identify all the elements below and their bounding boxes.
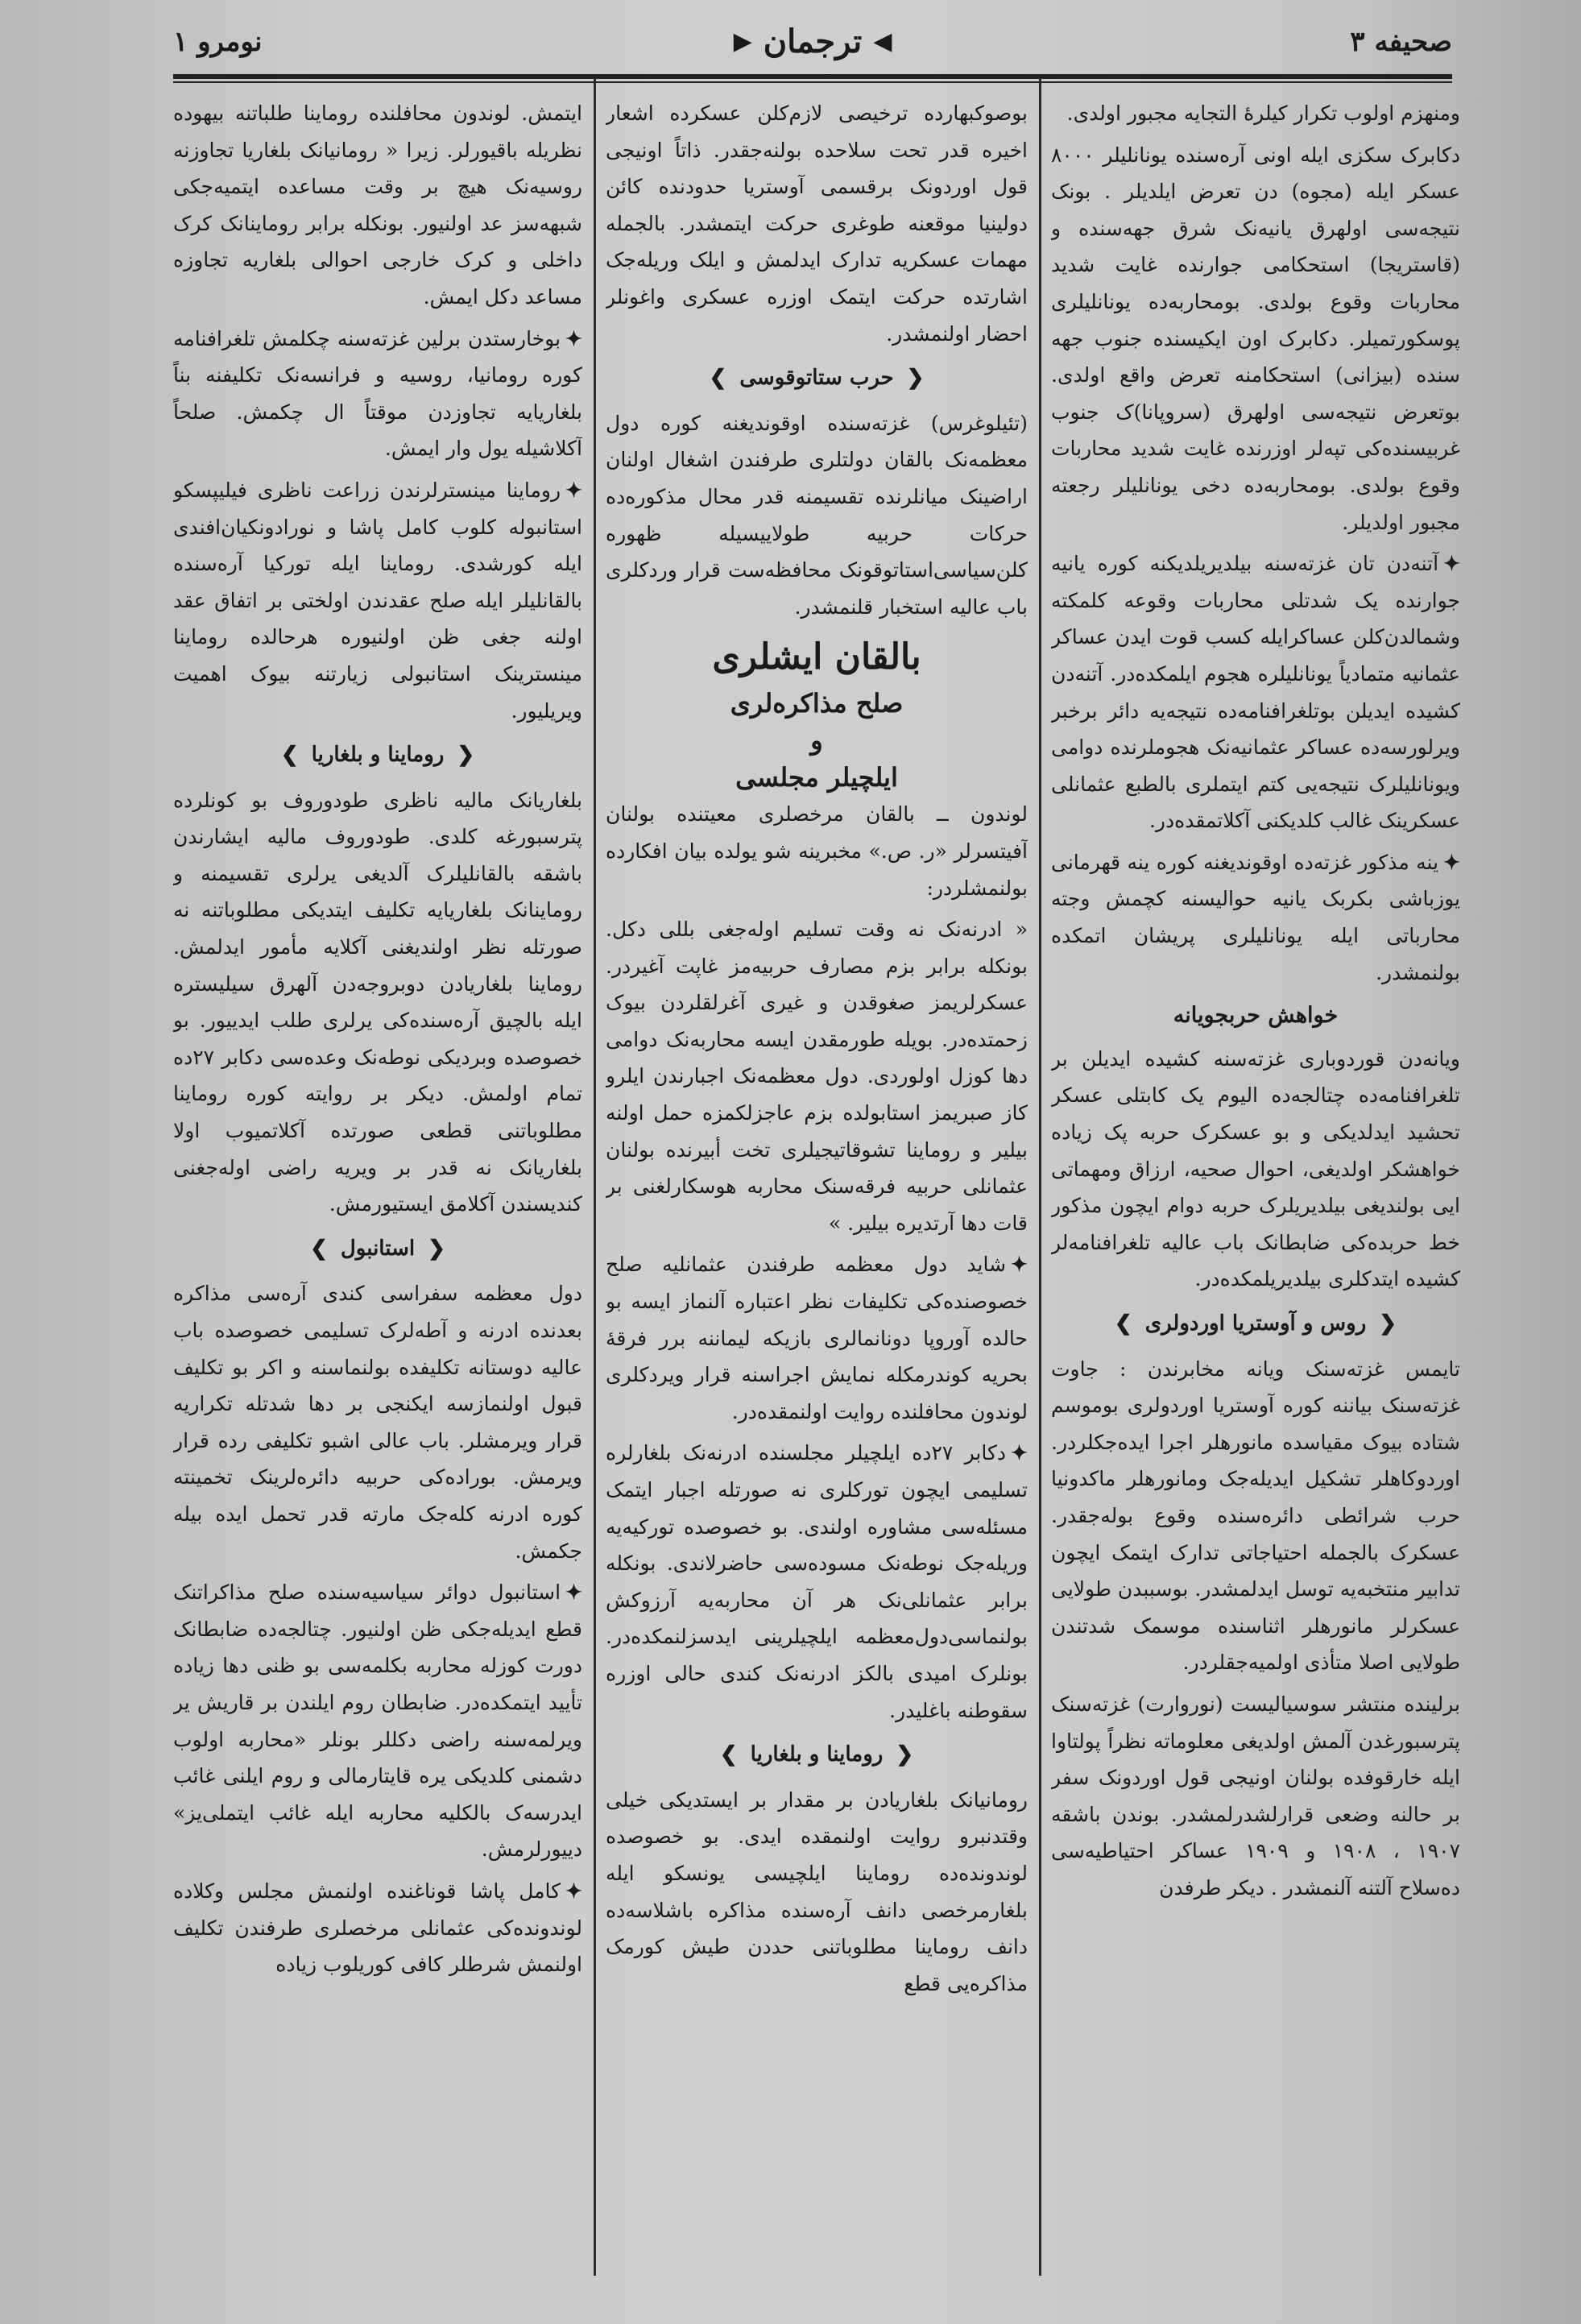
- paragraph: بلغاریانک مالیه ناظری طودوروف بو کونلرده پترسبورغه کلدی. طودوروف مالیه ایشارندن باشقه بالقانلیلرک آلدیغی یرلری تقسیمنه و روماینانک بلغاریایه تکلیف ایتدیکی مطلوباتنه نه صورتله نظر اولندیغنی آکلایه مأمور ایدلمش. روماینا بلغاریادن دوبروجه‌دن آلهرق سیلیستره ایله بالچیق آره‌سنده‌کی یرلری طلب ایدییور. بو خصوصده وبردیکی نوطه‌نک وعده‌سی دکابر ۲۷ده تمام اولمش. دیکر بر روایته کوره روماینا مطلوباتنی قطعی صورتده آکلاتمیوب اولا بلغاریانک نه قدر بر ویریه راضی اوله‌جغنی کندیسندن آکلامق ایستیورمش.: [173, 788, 582, 1216]
- paragraph: دول معظمه سفراسی کندی آره‌سی مذاکره بعدنده ادرنه و آطه‌لرک تسلیمی خصوصده باب عالیه دوستانه تکلیفده بولنماسنه و اکر بو تکلیف قبول اولنمازسه ایکنجی بر دها شدتله تکراریه قرار ویرمشلر. باب عالی اشبو تکلیفی رده قرار ویرمش. بوراده‌کی حربیه دائره‌لرینک تخمینته کوره ادرنه کله‌جک مارته قدر تحمل ایده بیله جکمش.: [173, 1282, 582, 1563]
- ornament-icon: ❯: [310, 1236, 328, 1261]
- paragraph: دکابرک سکزی ایله اونی آره‌سنده یونانلیلر ۸۰۰۰ عسکر ایله (مجوه) دن تعرض ایلدیلر . بونک نتیجه‌سی اولهرق یانیه‌نک شرق جهه‌سنده و (قاستریجا) استحکامی جوارنده غایت شدید محاربات وقوع بولدی. بومحاربه‌ده یونانلیلری پوسکورتمیلر. دکابرک اون ایکیسنده جنوب جهه سنده (بیزانی) استحکامنه تعرض واقع اولدی. بوتعرض نتیجه‌سی اولهرق (سروپانا)ک جنوب غربیسنده‌کی تپه‌لر اوزرنده غایت شدید محاربات وقوع بولدی. بومحاربه‌ده دخی یونانلیلر رجعته مجبور اولدیلر.: [1051, 143, 1460, 534]
- diamond-bullet-icon: ✦: [1011, 1253, 1028, 1277]
- section-heading: ❮روماینا و بلغاریا❯: [719, 1742, 914, 1767]
- news-item: [1051, 545, 1460, 839]
- section-heading: ❮حرب ستاتوقوسی❯: [709, 366, 925, 391]
- paragraph: (تئیلوغرس) غزته‌سنده اوقوندیغنه کوره دول معظمه‌نک بالقان دولتلری طرفندن اشغال اولنان اراضینک میانلرنده تقسیمنه قدر محال مذکوره‌ده حرکات حربیه طولاییسیله ظهوره کلن‌سیاسی‌استاتوقونک محافظه‌ست قرار وردکلری باب عالیه استخبار قلنمشدر.: [606, 411, 1028, 619]
- header-rule: [173, 74, 1452, 79]
- diamond-bullet-icon: ✦: [565, 1879, 582, 1903]
- issue-number: نومرو ۱: [173, 26, 263, 58]
- news-item: [173, 472, 582, 729]
- news-item: [1051, 844, 1460, 991]
- column-separator: [594, 79, 596, 2276]
- ornament-right-icon: ◀: [873, 27, 892, 56]
- page-number: صحیفه ۳: [1350, 26, 1452, 58]
- column-separator: [1039, 79, 1041, 2276]
- page-header: [173, 23, 1452, 71]
- paragraph: ویانه‌دن قوردوباری غزته‌سنه کشیده ایدیلن بر تلغرافنامه‌ده چتالجه‌ده الیوم یک کابتلی عسکر تحشید ایدلدیکی و بو عسکرک حربه پک زیاده خواهشکر اولدیغی، احوال صحیه، ارزاق ومهماتی ایی بولندیغی بیلدیریلرک حربه دوام ایچون مذکور خط حربده‌کی ضابطانک باب عالیه تلغرافنامه‌لر کشیده ایتدکلری بیلدیریلمکده‌در.: [1051, 1046, 1460, 1291]
- news-item: [173, 1873, 582, 1983]
- news-item-text: کامل پاشا قوناغنده اولنمش مجلس وکلاده لوندونده‌کی عثمانلی مرخصلری طرفندن تکلیف اولنمش شرطلر کافی کوریلوب زیاده: [173, 1879, 582, 1977]
- diamond-bullet-icon: ✦: [565, 1580, 582, 1605]
- news-item: [173, 321, 582, 467]
- paragraph: رومانیانک بلغاریادن بر مقدار بر ایستدیکی خیلی وقتدنبرو روایت اولنمقده ایدی. بو خصوصده لوندونده‌ده روماینا ایلچیسی یونسکو ایله بلغارمرخصی دانف آره‌سنده مذاکره باشلاسه‌ده دانف روماینا مطلوباتنی حددن طیش کورمک مذاکره‌یی قطع: [606, 1788, 1028, 1995]
- paragraph: تایمس غزته‌سنک ویانه مخابرندن : جاوت غزته‌سنک بیاننه کوره آوستریا اوردولری بوموسم شتاده بیوک مقیاسده مانورهلر اجرا ایده‌جکلردر. اوردوکاهلر تشکیل ایدیله‌جک ومانورهلر ماکدونیا حرب شرائطی دائره‌سنده وقوع بوله‌جقدر. عسکرک بالجمله احتیاجاتی تدارک ایتمک ایچون تدابیر منتخبه‌یه توسل ایدلمشدر. بوسببدن طولایی عسکرلر مانورهلر اثناسنده موسمک شدتندن طولایی اصلا متأذی اولمیه‌جقلردر.: [1051, 1357, 1460, 1675]
- article-subtitle-conjunction: و: [810, 725, 823, 756]
- diamond-bullet-icon: ✦: [565, 326, 582, 350]
- section-heading: ❮روس و آوستریا اوردولری❯: [1114, 1311, 1397, 1336]
- column-middle: [606, 95, 1028, 2260]
- paragraph: برلینده منتشر سوسیالیست (نوروارت) غزته‌سنک پترسبورغدن آلمش اولدیغی معلوماته نظراً پولتاوا ایله خارقوفده بولنان اونیجی قول اوردونک سفر بر حالنه وضعی قرارلشدرلمشدر. بوندن باشقه ۱۹۰۷ ، ۱۹۰۸ و ۱۹۰۹ عساکر احتیاطیه‌سی ده‌سلاح آلتنه آلنمشدر . دیکر طرفدن: [1051, 1692, 1460, 1899]
- paragraph: ایتمش. لوندون محافلنده روماینا طلباتنه بیهوده نظریله باقیورلر. زیرا « رومانیانک بلغاریا تجاوزنه روسیه‌نک هیچ بر وقت مساعده ایتمیه‌جکی شبهه‌سز عد اولنیور. بونکله برابر روماینانک کرک داخلی و کرک خارجی احوالی بلغاریه تجاوزه مساعد دکل ایمش.: [173, 101, 582, 309]
- ornament-icon: ❮: [906, 366, 925, 391]
- column-left: [173, 95, 582, 2260]
- news-item-text: ینه مذکور غزته‌ده اوقوندیغنه کوره ینه قهرمانی یوزباشی بکربک یانیه حوالیسنه کچمش وجته محارباتی ایله یونانلیلری پریشان اتمکده بولنمشدر.: [1051, 850, 1460, 984]
- news-item-text: دکابر ۲۷ده ایلچیلر مجلسنده ادرنه‌نک بلغارلره تسلیمی ایچون تورکلری نه صورتله اجبار ایتمک مسئله‌سی مشاوره اولندی. بو خصوصده تورکیه‌یه وریله‌جک نوطه‌نک مسوده‌سی حاضرلاندی. بونکله برابر عثمانلی‌نک هر آن محاربه‌یه آرزوکش بولنماسی‌دول‌معظمه ایلچیلرینی ایدسزلنمکده‌در. بونلرک امیدی بالکز ادرنه‌نک کندی حالی اوزره سقوطنه باغلیدر.: [606, 1441, 1028, 1722]
- section-heading: ❮استانبول❯: [310, 1236, 445, 1261]
- paragraph: ومنهزم اولوب تکرار کیلرهٔ التجایه مجبور اولدی.: [1066, 101, 1460, 125]
- ornament-icon: ❮: [1379, 1311, 1397, 1336]
- news-item: [606, 1246, 1028, 1430]
- news-item: [173, 1574, 582, 1868]
- news-item-text: آتنه‌دن تان غزته‌سنه بیلدیریلدیکنه کوره یانیه جوارنده یک شدتلی محاربات وقوعه کلمکته وشمالدن‌کلن عساکرایله کسب قوت ایدن عساکر عثمانیه متمادیاً یونانلیلره هجوم ایلمکده‌در. آتنه‌دن کشیده ایدیلن بوتلغرافنامه‌ده نتیجه‌یه دائر برخبر ویرلورسه‌ده عساکر عثمانیه‌نک هجوملرنده دوامی ویونانلیلرک نتیجه‌یی کتم ایتملری بالطبع عثمانلی عسکرینک غالب کلدیکنی آکلاتمقده‌در.: [1051, 552, 1460, 833]
- ornament-left-icon: ▶: [733, 27, 752, 56]
- news-item-text: روماینا مینسترلرندن زراعت ناظری فیلیپسکو استانبوله کلوب کامل پاشا و نورادونکیان‌افندی ایله کورشدی. روماینا ایله تورکیا آره‌سنده بالقانلیلر ایله صلح عقدندن اولختی بر اتفاق عقد اولنه جغی ظن اولنیوره هرحالده روماینا مینسترینک استانبولی زیارتنه بیوک اهمیت ویریلیور.: [173, 478, 582, 723]
- section-heading: ❮روماینا و بلغاریا❯: [280, 743, 475, 768]
- ornament-icon: ❯: [719, 1742, 738, 1767]
- column-right: [1051, 95, 1460, 2260]
- news-item-text: بوخارستدن برلین غزته‌سنه چکلمش تلغرافنامه کوره رومانیا، روسیه و فرانسه‌نک تکلیفنه بناً بلغاریایه تجاوزدن موقتاً ال چکمش. صلحاً آکلاشیله یول وار ایمش.: [173, 326, 582, 461]
- header-rule-thin: [173, 81, 1452, 83]
- article-subtitle: صلح مذاکره‌لری: [730, 688, 904, 719]
- news-item-text: شاید دول معظمه طرفندن عثمانلیه صلح خصوصنده‌کی تکلیفات نظر اعتباره آلنماز ایسه بو حالده آوروپا دونانمالری بازیکه لیماننه برر فرقهٔ بحریه کوندرمکله نمایش اجراسنه قرار ویردکلری لوندون محافلنده روایت اولنمقده‌در.: [606, 1253, 1028, 1423]
- masthead: [734, 23, 892, 60]
- ornament-icon: ❮: [457, 743, 475, 768]
- diamond-bullet-icon: ✦: [1011, 1441, 1028, 1465]
- ornament-icon: ❯: [709, 366, 727, 391]
- section-heading: خواهش حربجویانه: [1173, 1003, 1339, 1029]
- diamond-bullet-icon: ✦: [565, 478, 582, 502]
- ornament-icon: ❮: [896, 1742, 914, 1767]
- ornament-icon: ❯: [280, 743, 299, 768]
- ornament-icon: ❮: [428, 1236, 445, 1261]
- news-item: [606, 1435, 1028, 1729]
- article-title: بالقان ایشلری: [712, 636, 921, 678]
- diamond-bullet-icon: ✦: [1443, 552, 1460, 576]
- paragraph: بوصوکبهارده ترخیصی لازم‌کلن عسکرده اشعار اخیره قدر تحت سلاحده بولنه‌جقدر. ذاتاً اونیجی قول اوردونک برقسمی آوستریا حدودنده کائن دولینیا موقعنه طوغری حرکت ایتمشدر. بالجمله مهمات عسکریه تدارک ایدلمش و ایلک وریله‌جک اشارتده حرکت ایتمک اوزره عسکری واغونلر احضار اولنمشدر.: [606, 101, 1028, 346]
- article-subtitle: ایلچیلر مجلسی: [735, 762, 898, 793]
- newspaper-title: ترجمان: [763, 23, 863, 60]
- news-item-text: استانبول دوائر سیاسیه‌سنده صلح مذاکراتنک قطع ایدیله‌جکی ظن اولنیور. چتالجه‌ده ضابطانک دورت کوزله محاربه بکلمه‌سی بو ظنی دها زیاده تأیید ایتمکده‌در. ضابطان روم ایلندن بر قاریش یر ویرلمه‌سنه راضی دکللر بونلر «محاربه اولوب دشمنی کلدیکی یره قایتارمالی و روم ایلنی غائب ایدرسه‌ک بالکلیه محاربه ایله غائب ایتملی‌یز» دییورلرمش.: [173, 1580, 582, 1862]
- paragraph: لوندون ــ بالقان مرخصلری معیتنده بولنان آفیتسرلر «ر. ص.» مخبرینه شو یولده بیان افکارده بولنمشلردر:: [606, 802, 1028, 900]
- paragraph: « ادرنه‌نک نه وقت تسلیم اوله‌جغی بللی دکل. بونکله برابر بزم مصارف حربیه‌مز غاپت آغیردر. عسکرلریمز صغوقدن و غیری آغرلقلردن بیوک زحمتده‌در. بویله طورمقدن ایسه محاربه‌نک دوامی دها کوزل اولوردی. دول معظمه‌نک اجبارندن ایلرو کاز صبریمز استابولده بزم عاجزلکمزه حمل اولنه بیلیر و روماینا تشوقاتیجیلری تخت أبیرنده بولنان عثمانلی حربیه فرقه‌سنک محاربه هوسکارلغنی بر قات دها آرتدیره بیلیر. »: [606, 918, 1028, 1235]
- diamond-bullet-icon: ✦: [1443, 850, 1460, 874]
- ornament-icon: ❯: [1114, 1311, 1132, 1336]
